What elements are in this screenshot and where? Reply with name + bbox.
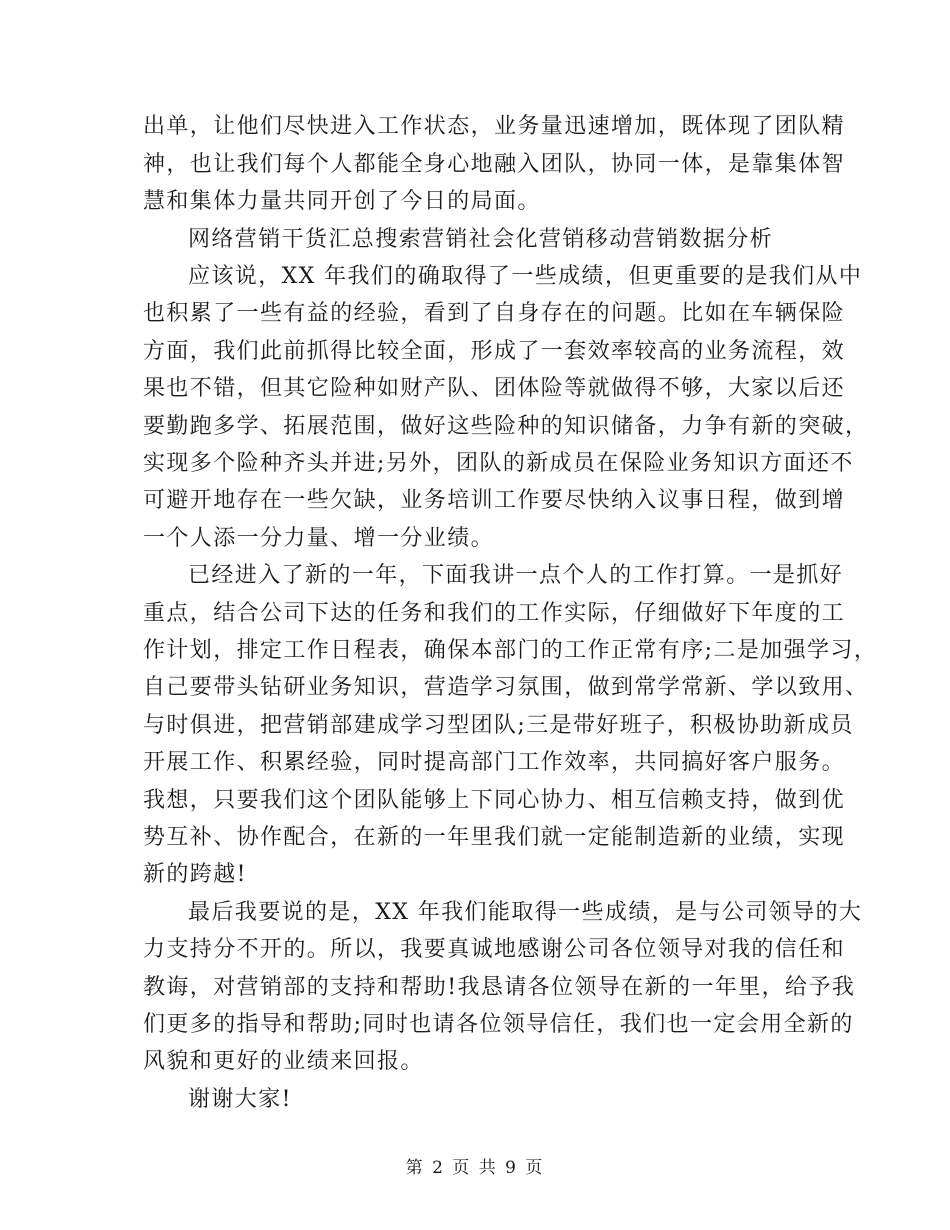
body-text-line: 们更多的指导和帮助;同时也请各位领导信任，我们也一定会用全新的 [143,1012,854,1037]
body-text-line: 作计划，排定工作日程表，确保本部门的工作正常有序;二是加强学习， [143,638,878,663]
body-text-line: 神，也让我们每个人都能全身心地融入团队，协同一体，是靠集体智 [143,152,846,177]
body-text-line: 新的跨越! [143,862,247,887]
body-text-line: 重点，结合公司下达的任务和我们的工作实际，仔细做好下年度的工 [143,601,846,626]
body-text-line: 实现多个险种齐头并进;另外，团队的新成员在保险业务知识方面还不 [143,451,854,476]
paragraph-start-line: 已经进入了新的一年，下面我讲一点个人的工作打算。一是抓好 [188,563,844,588]
body-text-line: 慧和集体力量共同开创了今日的局面。 [143,189,541,214]
body-text-line: 与时俱进，把营销部建成学习型团队;三是带好班子，积极协助新成员 [143,713,854,738]
paragraph-start-line: 最后我要说的是，XX 年我们能取得一些成绩，是与公司领导的大 [188,900,863,925]
closing-line: 谢谢大家! [188,1087,292,1112]
body-text-line: 方面，我们此前抓得比较全面，形成了一套效率较高的业务流程，效 [143,339,846,364]
body-text-line: 势互补、协作配合，在新的一年里我们就一定能制造新的业绩，实现 [143,825,846,850]
heading-line: 网络营销干货汇总搜索营销社会化营销移动营销数据分析 [188,227,774,252]
body-text-line: 开展工作、积累经验，同时提高部门工作效率，共同搞好客户服务。 [143,750,846,775]
body-text-line: 出单，让他们尽快进入工作状态，业务量迅速增加，既体现了团队精 [143,114,846,139]
body-text-line: 可避开地存在一些欠缺，业务培训工作要尽快纳入议事日程，做到增 [143,488,846,513]
body-text-line: 也积累了一些有益的经验，看到了自身存在的问题。比如在车辆保险 [143,301,846,326]
body-text-line: 我想，只要我们这个团队能够上下同心协力、相互信赖支持，做到优 [143,788,846,813]
body-text-line: 自己要带头钻研业务知识，营造学习氛围，做到常学常新、学以致用、 [143,675,869,700]
body-text-line: 一个人添一分力量、增一分业绩。 [143,526,495,551]
body-text-line: 要勤跑多学、拓展范围，做好这些险种的知识储备，力争有新的突破， [143,414,869,439]
body-text-line: 力支持分不开的。所以，我要真诚地感谢公司各位领导对我的信任和 [143,937,846,962]
body-text-line: 风貌和更好的业绩来回报。 [143,1049,424,1074]
body-text-line: 果也不错，但其它险种如财产队、团体险等就做得不够，大家以后还 [143,376,846,401]
page-number-footer: 第 2 页 共 9 页 [405,1158,545,1178]
body-text-line: 教诲，对营销部的支持和帮助!我恳请各位领导在新的一年里，给予我 [143,975,856,1000]
paragraph-start-line: 应该说，XX 年我们的确取得了一些成绩，但更重要的是我们从中 [188,264,863,289]
